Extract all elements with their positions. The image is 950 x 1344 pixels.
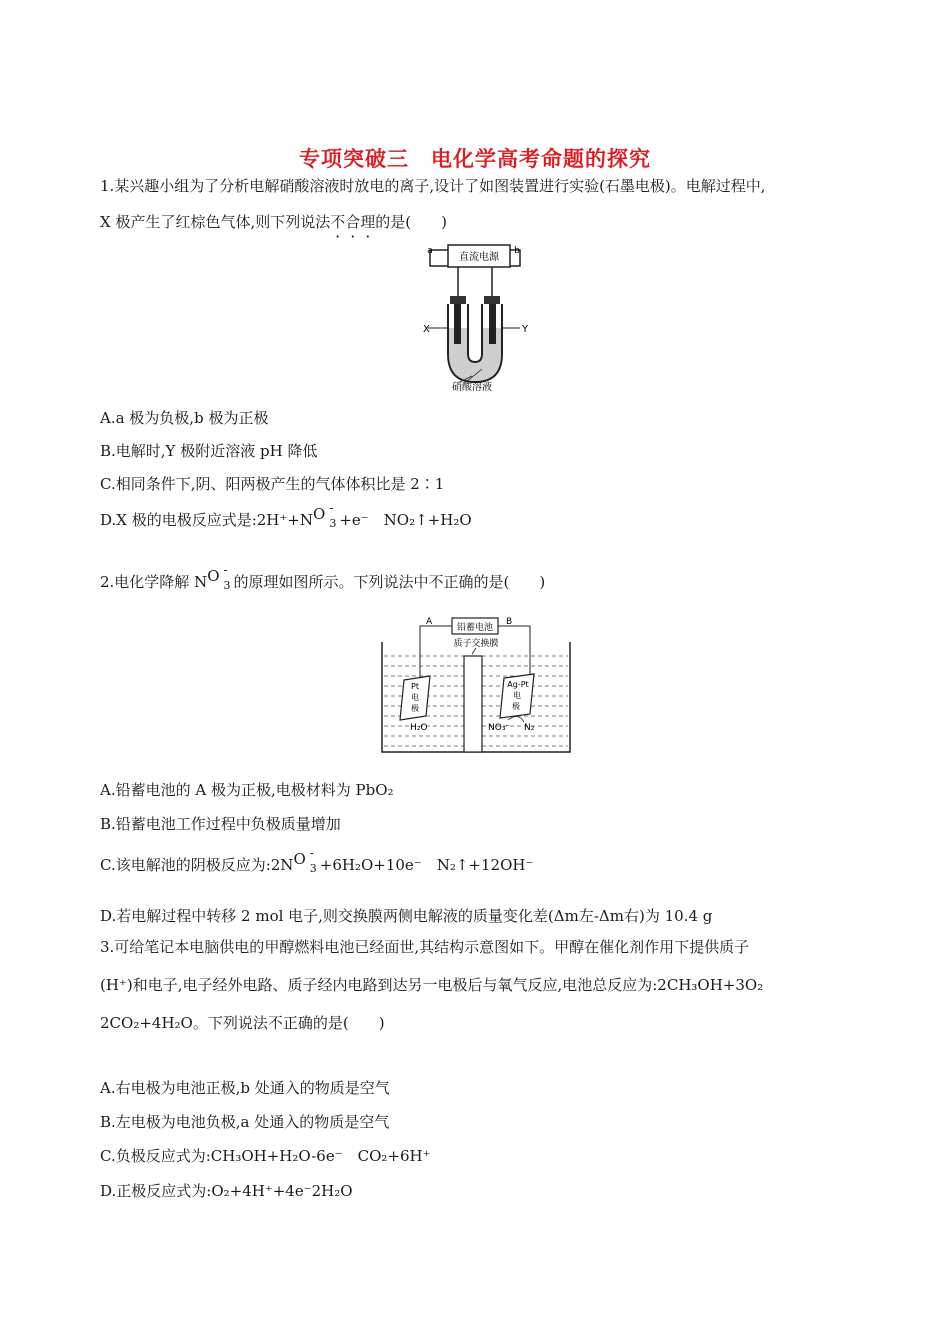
electrode-x [454,304,461,344]
q1-option-c: C.相同条件下,阴、阳两极产生的气体体积比是 2∶1 [100,475,445,493]
electrode-y-label: Y [522,324,529,335]
q1-stem-line1: 1.某兴趣小组为了分析电解硝酸溶液时放电的离子,设计了如图装置进行实验(石墨电极)。电解过程中, [100,177,766,195]
left-species-label: H₂O [410,723,428,733]
q1-stem-line2-post: 的是( ) [375,213,447,231]
q1-emphasis-char: 合 [345,213,361,231]
svg-text:极: 极 [512,702,520,711]
q1-emphasis-char: 不 [330,213,346,231]
right-species-no3-label: NO₃⁻ [488,723,511,733]
svg-text:电: 电 [513,691,521,700]
terminal-b-label: b [514,246,520,256]
q3-stem-line3: 2CO₂+4H₂O。下列说法不正确的是( ) [100,1014,385,1032]
q3-option-a: A.右电极为电池正极,b 处通入的物质是空气 [100,1079,390,1097]
electrode-y [489,304,496,344]
q3-option-d: D.正极反应式为:O₂+4H⁺+4e⁻2H₂O [100,1182,353,1200]
q1-stem-line2 [100,212,447,232]
terminal-a-label: A [426,617,433,627]
terminal-a-label: a [427,246,433,256]
svg-text:极: 极 [411,704,419,713]
q1-option-b: B.电解时,Y 极附近溶液 pH 降低 [100,442,318,460]
svg-text:Ag-Pt: Ag-Pt [507,680,529,689]
q2-stem: 2.电化学降解 NO - 3 的原理如图所示。下列说法中不正确的是( ) [100,563,546,592]
page-title: 专项突破三 电化学高考命题的探究 [299,147,651,171]
q3-option-c: C.负极反应式为:CH₃OH+H₂O-6e⁻ CO₂+6H⁺ [100,1147,431,1165]
q1-stem-line2-pre: X 极产生了红棕色气体,则下列说法 [100,213,331,231]
q3-stem-line1: 3.可给笔记本电脑供电的甲醇燃料电池已经面世,其结构示意图如下。甲醇在催化剂作用下提供质子 [100,938,750,956]
q2-option-d: D.若电解过程中转移 2 mol 电子,则交换膜两侧电解液的质量变化差(Δm左-Δm右)为 10.4 g [100,907,713,925]
membrane-label: 质子交换膜 [453,639,499,649]
proton-exchange-membrane [464,656,482,752]
svg-text:电: 电 [411,693,419,702]
electrode-x-label: X [423,324,430,335]
right-species-n2-label: N₂ [524,723,535,733]
svg-text:Pt: Pt [411,682,419,691]
q2-option-c: C.该电解池的阴极反应为:2NO - 3 +6H₂O+10e⁻ N₂↑+12OH⁻ [100,846,534,875]
q3-option-b: B.左电极为电池负极,a 处通入的物质是空气 [100,1113,390,1131]
solution-label: 硝酸溶液 [452,382,492,393]
terminal-b-label: B [506,617,513,627]
q2-electrolysis-diagram [380,612,572,754]
q1-option-a: A.a 极为负极,b 极为正极 [100,409,269,427]
q2-option-a: A.铅蓄电池的 A 极为正极,电极材料为 PbO₂ [100,781,394,799]
q2-option-b: B.铅蓄电池工作过程中负极质量增加 [100,815,341,833]
q1-emphasis-char: 理 [360,213,376,231]
q1-u-tube-diagram [420,244,538,394]
q3-stem-line2: (H⁺)和电子,电子经外电路、质子经内电路到达另一电极后与氧气反应,电池总反应为:2CH₃OH+3O₂ [100,976,764,994]
q1-option-d: D.X 极的电极反应式是:2H⁺+NO - 3 +e⁻ NO₂↑+H₂O [100,501,472,530]
power-supply-label: 直流电源 [459,252,499,263]
lead-battery-label: 铅蓄电池 [456,623,494,633]
